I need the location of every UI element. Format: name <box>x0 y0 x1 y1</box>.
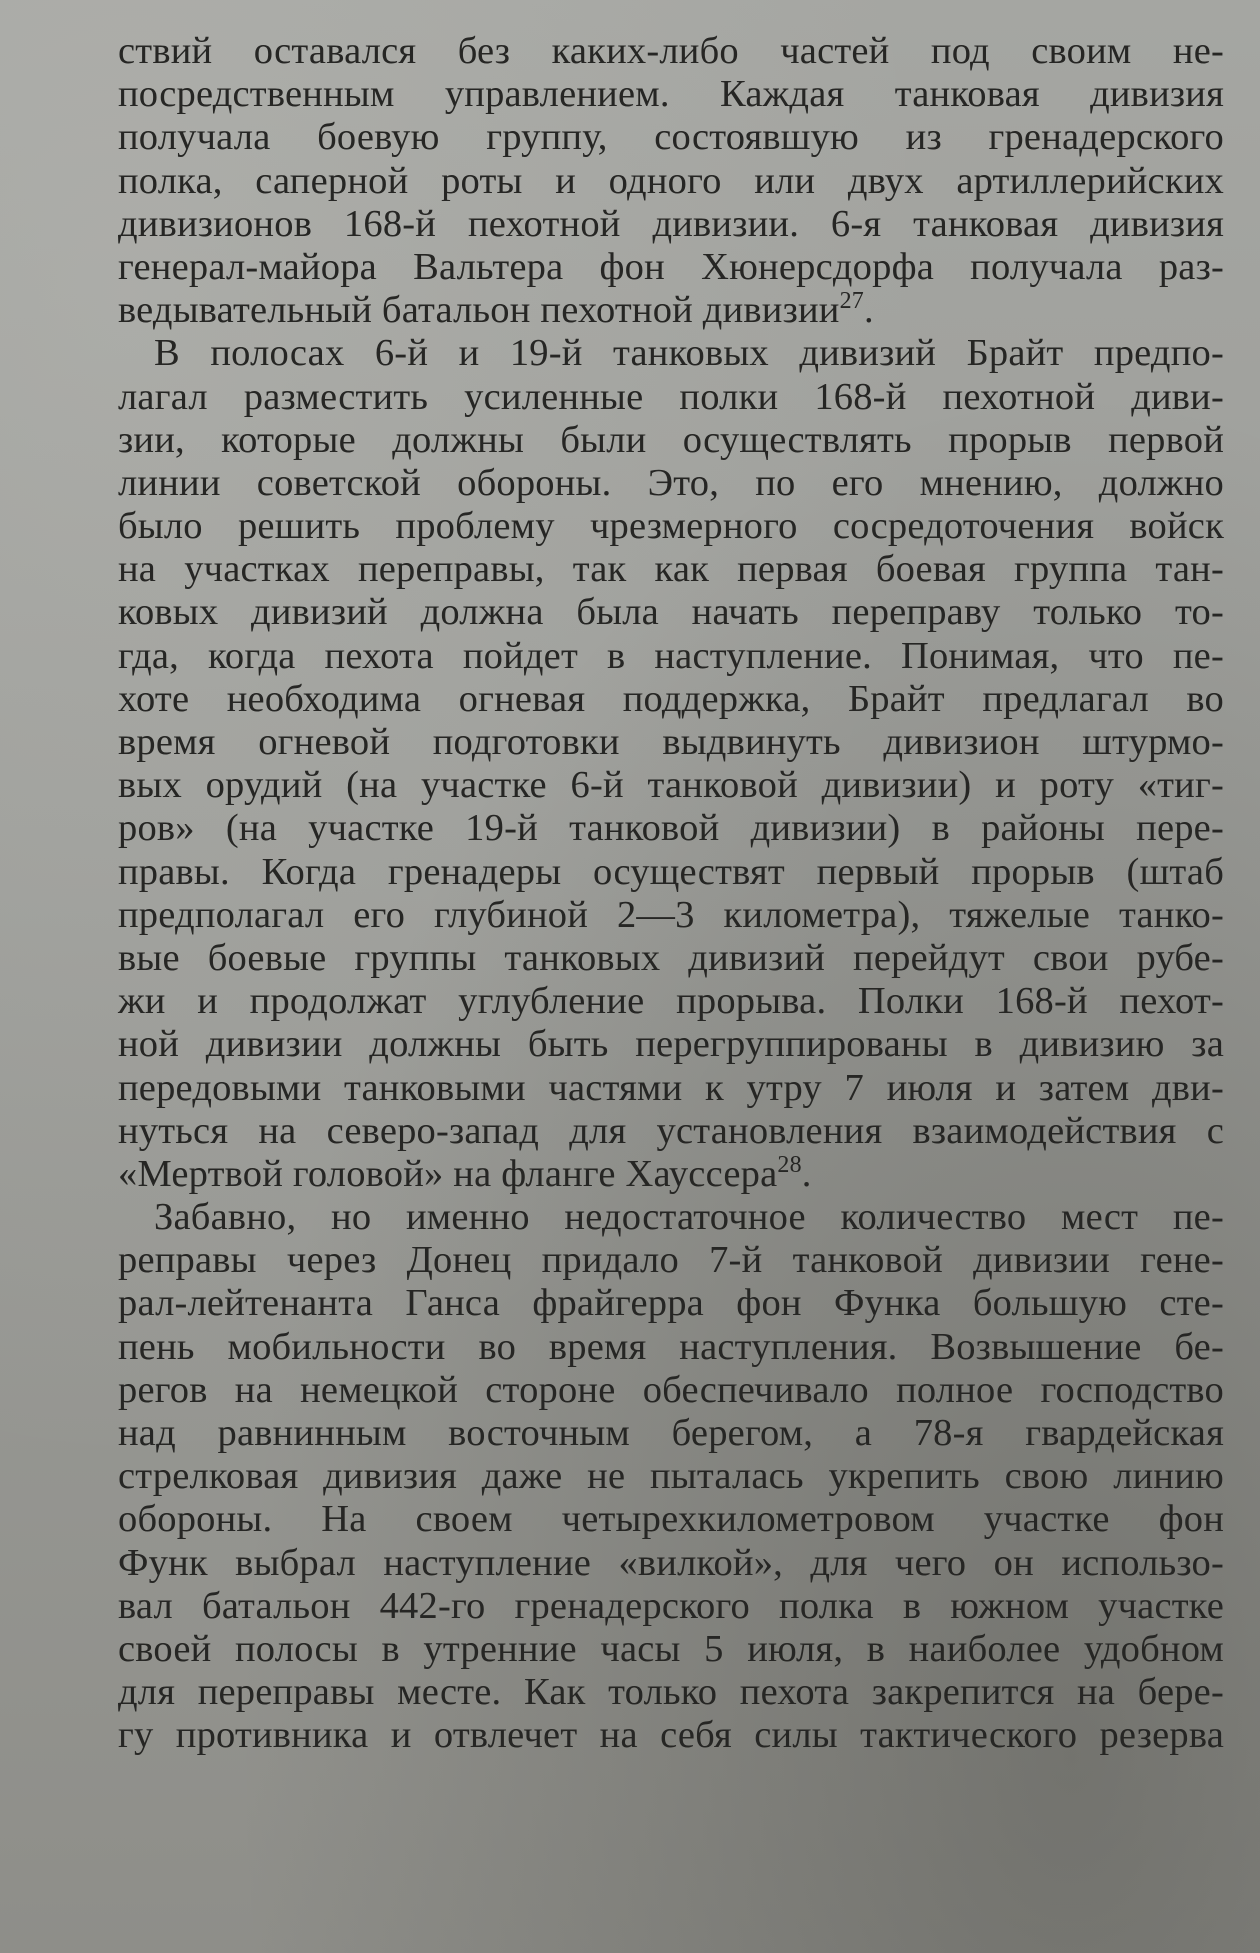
text-line: реправы через Донец придало 7-й танковой дивизии гене- <box>118 1239 1224 1282</box>
text-line: над равнинным восточным берегом, а 78-я гвардейская <box>118 1412 1224 1454</box>
text-line: лагал разместить усиленные полки 168-й пехотной диви- <box>118 375 1224 418</box>
text-line: нуться на северо-запад для установления взаимодействия с <box>118 1109 1224 1152</box>
text-line: гу противника и отвлечет на себя силы тактического резерва <box>118 1714 1224 1757</box>
text-line: вые боевые группы танковых дивизий перейдут свои рубе- <box>118 936 1224 979</box>
text-line: ной дивизии должны быть перегруппированы в дивизию за <box>118 1023 1224 1066</box>
text-line: ковых дивизий должна была начать переправу только то- <box>118 591 1224 634</box>
text-line: предполагал его глубиной 2—3 километра), тяжелые танко- <box>118 893 1224 936</box>
paragraph-3 <box>118 1196 1224 1757</box>
text-line: зии, которые должны были осуществлять прорыв первой <box>118 418 1224 461</box>
paragraph-2 <box>118 332 1224 1196</box>
text-line: Забавно, но именно недостаточное количество мест пе- <box>154 1196 1224 1239</box>
footnote-ref: 28 <box>777 1151 802 1178</box>
text-line: правы. Когда гренадеры осуществят первый прорыв (штаб <box>118 850 1224 893</box>
footnote-ref: 27 <box>839 288 864 315</box>
body-text <box>118 30 1224 1758</box>
text-line: генерал-майора Вальтера фон Хюнерсдорфа получала раз- <box>118 245 1224 288</box>
text-line-content: ведывательный батальон пехотной дивизии <box>118 289 840 332</box>
text-line: ров» (на участке 19-й танковой дивизии) в районы пере- <box>118 807 1224 850</box>
footnote-tail: . <box>864 289 874 332</box>
text-line: регов на немецкой стороне обеспечивало полное господство <box>118 1368 1224 1411</box>
text-line: время огневой подготовки выдвинуть дивизион штурмо- <box>118 721 1224 763</box>
paragraph-1 <box>118 30 1224 332</box>
text-line: получала боевую группу, состоявшую из гренадерского <box>118 116 1224 159</box>
text-line: хоте необходима огневая поддержка, Брайт предлагал во <box>118 677 1224 720</box>
text-line: своей полосы в утренние часы 5 июля, в наиболее удобном <box>118 1627 1224 1670</box>
text-line: линии советской обороны. Это, по его мнению, должно <box>118 461 1224 504</box>
text-line: ствий оставался без каких-либо частей под своим не- <box>118 30 1224 72</box>
text-line: дивизионов 168-й пехотной дивизии. 6-я танковая дивизия <box>118 202 1224 245</box>
text-line: вых орудий (на участке 6-й танковой дивизии) и роту «тиг- <box>118 764 1224 807</box>
text-line: стрелковая дивизия даже не пыталась укрепить свою линию <box>118 1455 1224 1498</box>
text-line: гда, когда пехота пойдет в наступление. Понимая, что пе- <box>118 634 1224 677</box>
text-line: В полосах 6-й и 19-й танковых дивизий Брайт предпо- <box>154 332 1224 375</box>
text-line: посредственным управлением. Каждая танковая дивизия <box>118 73 1224 116</box>
text-line: вал батальон 442-го гренадерского полка в южном участке <box>118 1584 1224 1627</box>
text-line: рал-лейтенанта Ганса фрайгерра фон Функа большую сте- <box>118 1282 1224 1325</box>
text-line: для переправы месте. Как только пехота закрепится на бере- <box>118 1671 1224 1714</box>
text-line <box>118 1153 1224 1196</box>
text-line: обороны. На своем четырехкилометровом участке фон <box>118 1498 1224 1541</box>
text-line: пень мобильности во время наступления. Возвышение бе- <box>118 1325 1224 1368</box>
text-line: было решить проблему чрезмерного сосредоточения войск <box>118 505 1224 548</box>
text-line <box>118 289 1224 332</box>
text-line-content: «Мертвой головой» на фланге Хауссера <box>118 1152 778 1195</box>
text-line: Функ выбрал наступление «вилкой», для чего он использо- <box>118 1541 1224 1584</box>
footnote-tail: . <box>801 1152 812 1195</box>
text-line: на участках переправы, так как первая боевая группа тан- <box>118 548 1224 591</box>
text-line: полка, саперной роты и одного или двух артиллерийских <box>118 159 1224 202</box>
text-line: жи и продолжат углубление прорыва. Полки 168-й пехот- <box>118 980 1224 1023</box>
text-line: передовыми танковыми частями к утру 7 июля и затем дви- <box>118 1066 1224 1109</box>
